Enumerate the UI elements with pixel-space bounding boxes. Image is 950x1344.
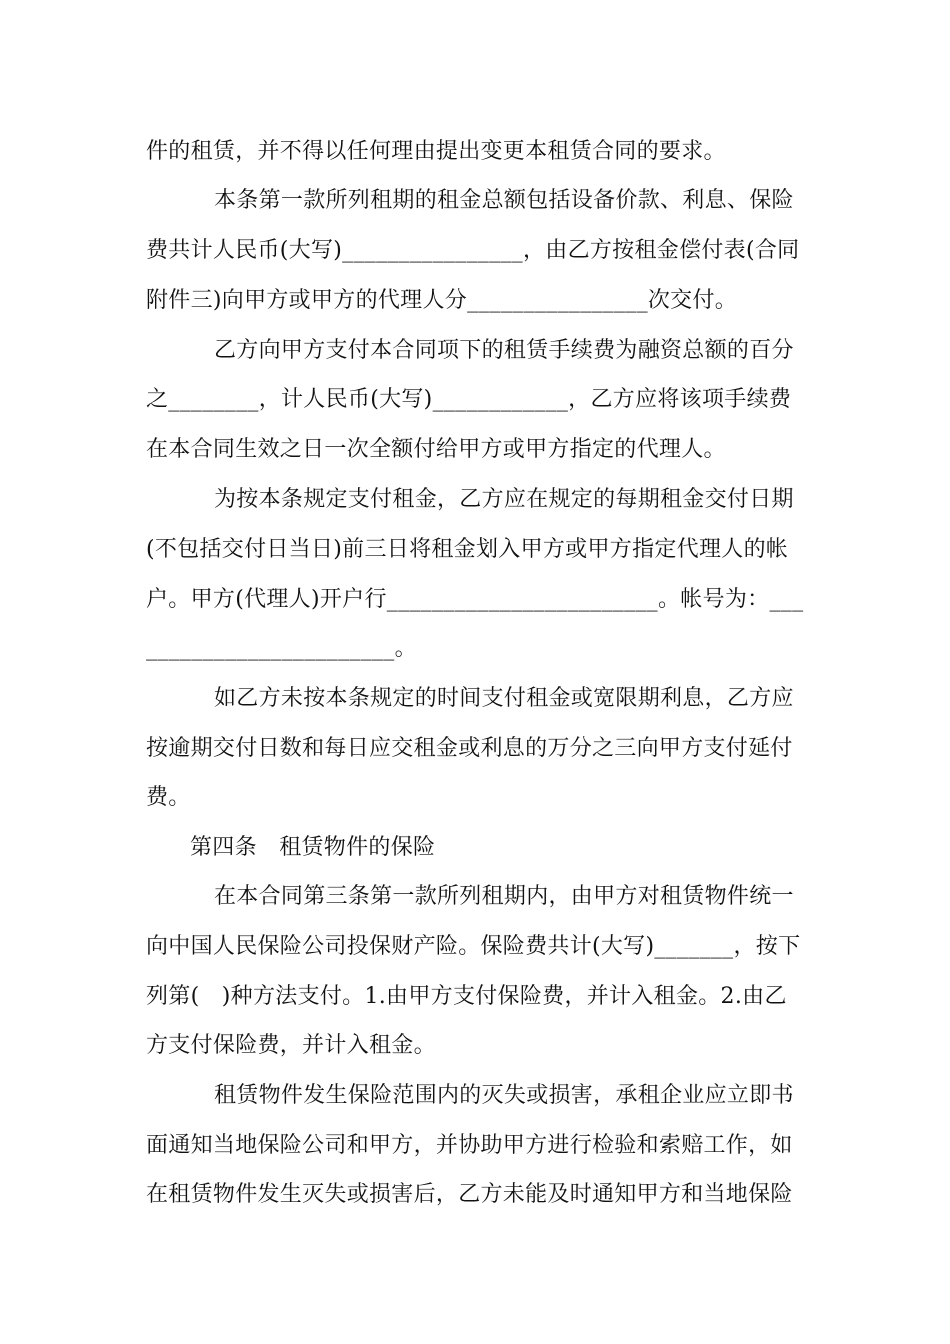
text-line: 在本合同第三条第一款所列租期内，由甲方对租赁物件统一 [214, 884, 794, 909]
text-line: 附件三)向甲方或甲方的代理人分________________次交付。 [146, 288, 738, 313]
text-line: 面通知当地保险公司和甲方，并协助甲方进行检验和索赔工作，如 [146, 1133, 793, 1158]
text-line: 租赁物件发生保险范围内的灭失或损害，承租企业应立即书 [214, 1083, 794, 1108]
text-line: 在本合同生效之日一次全额付给甲方或甲方指定的代理人。 [146, 437, 726, 462]
section-heading: 第四条 租赁物件的保险 [190, 835, 436, 860]
text-line: (不包括交付日当日)前三日将租金划入甲方或甲方指定代理人的帐 [146, 537, 789, 562]
text-line: 乙方向甲方支付本合同项下的租赁手续费为融资总额的百分 [214, 338, 794, 363]
text-line: 为按本条规定支付租金，乙方应在规定的每期租金交付日期 [214, 487, 794, 512]
text-line: 方支付保险费，并计入租金。 [146, 1033, 436, 1058]
text-line: 向中国人民保险公司投保财产险。保险费共计(大写)_______，按下 [146, 934, 801, 959]
text-line: 本条第一款所列租期的租金总额包括设备价款、利息、保险 [214, 188, 794, 213]
text-line: 费共计人民币(大写)________________，由乙方按租金偿付表(合同 [146, 238, 800, 263]
text-line: 件的租赁，并不得以任何理由提出变更本租赁合同的要求。 [146, 139, 726, 164]
text-line: 如乙方未按本条规定的时间支付租金或宽限期利息，乙方应 [214, 686, 794, 711]
text-line: 按逾期交付日数和每日应交租金或利息的万分之三向甲方支付延付 [146, 736, 793, 761]
text-line: 列第( )种方法支付。1.由甲方支付保险费，并计入租金。2.由乙 [146, 984, 787, 1009]
text-line: 之________，计人民币(大写)____________，乙方应将该项手续费 [146, 387, 792, 412]
text-line: 费。 [146, 785, 191, 810]
text-line: 在租赁物件发生灭失或损害后，乙方未能及时通知甲方和当地保险 [146, 1182, 793, 1207]
text-line: 户。甲方(代理人)开户行________________________。帐号为：___ [146, 587, 804, 612]
text-line: ______________________。 [146, 636, 417, 661]
